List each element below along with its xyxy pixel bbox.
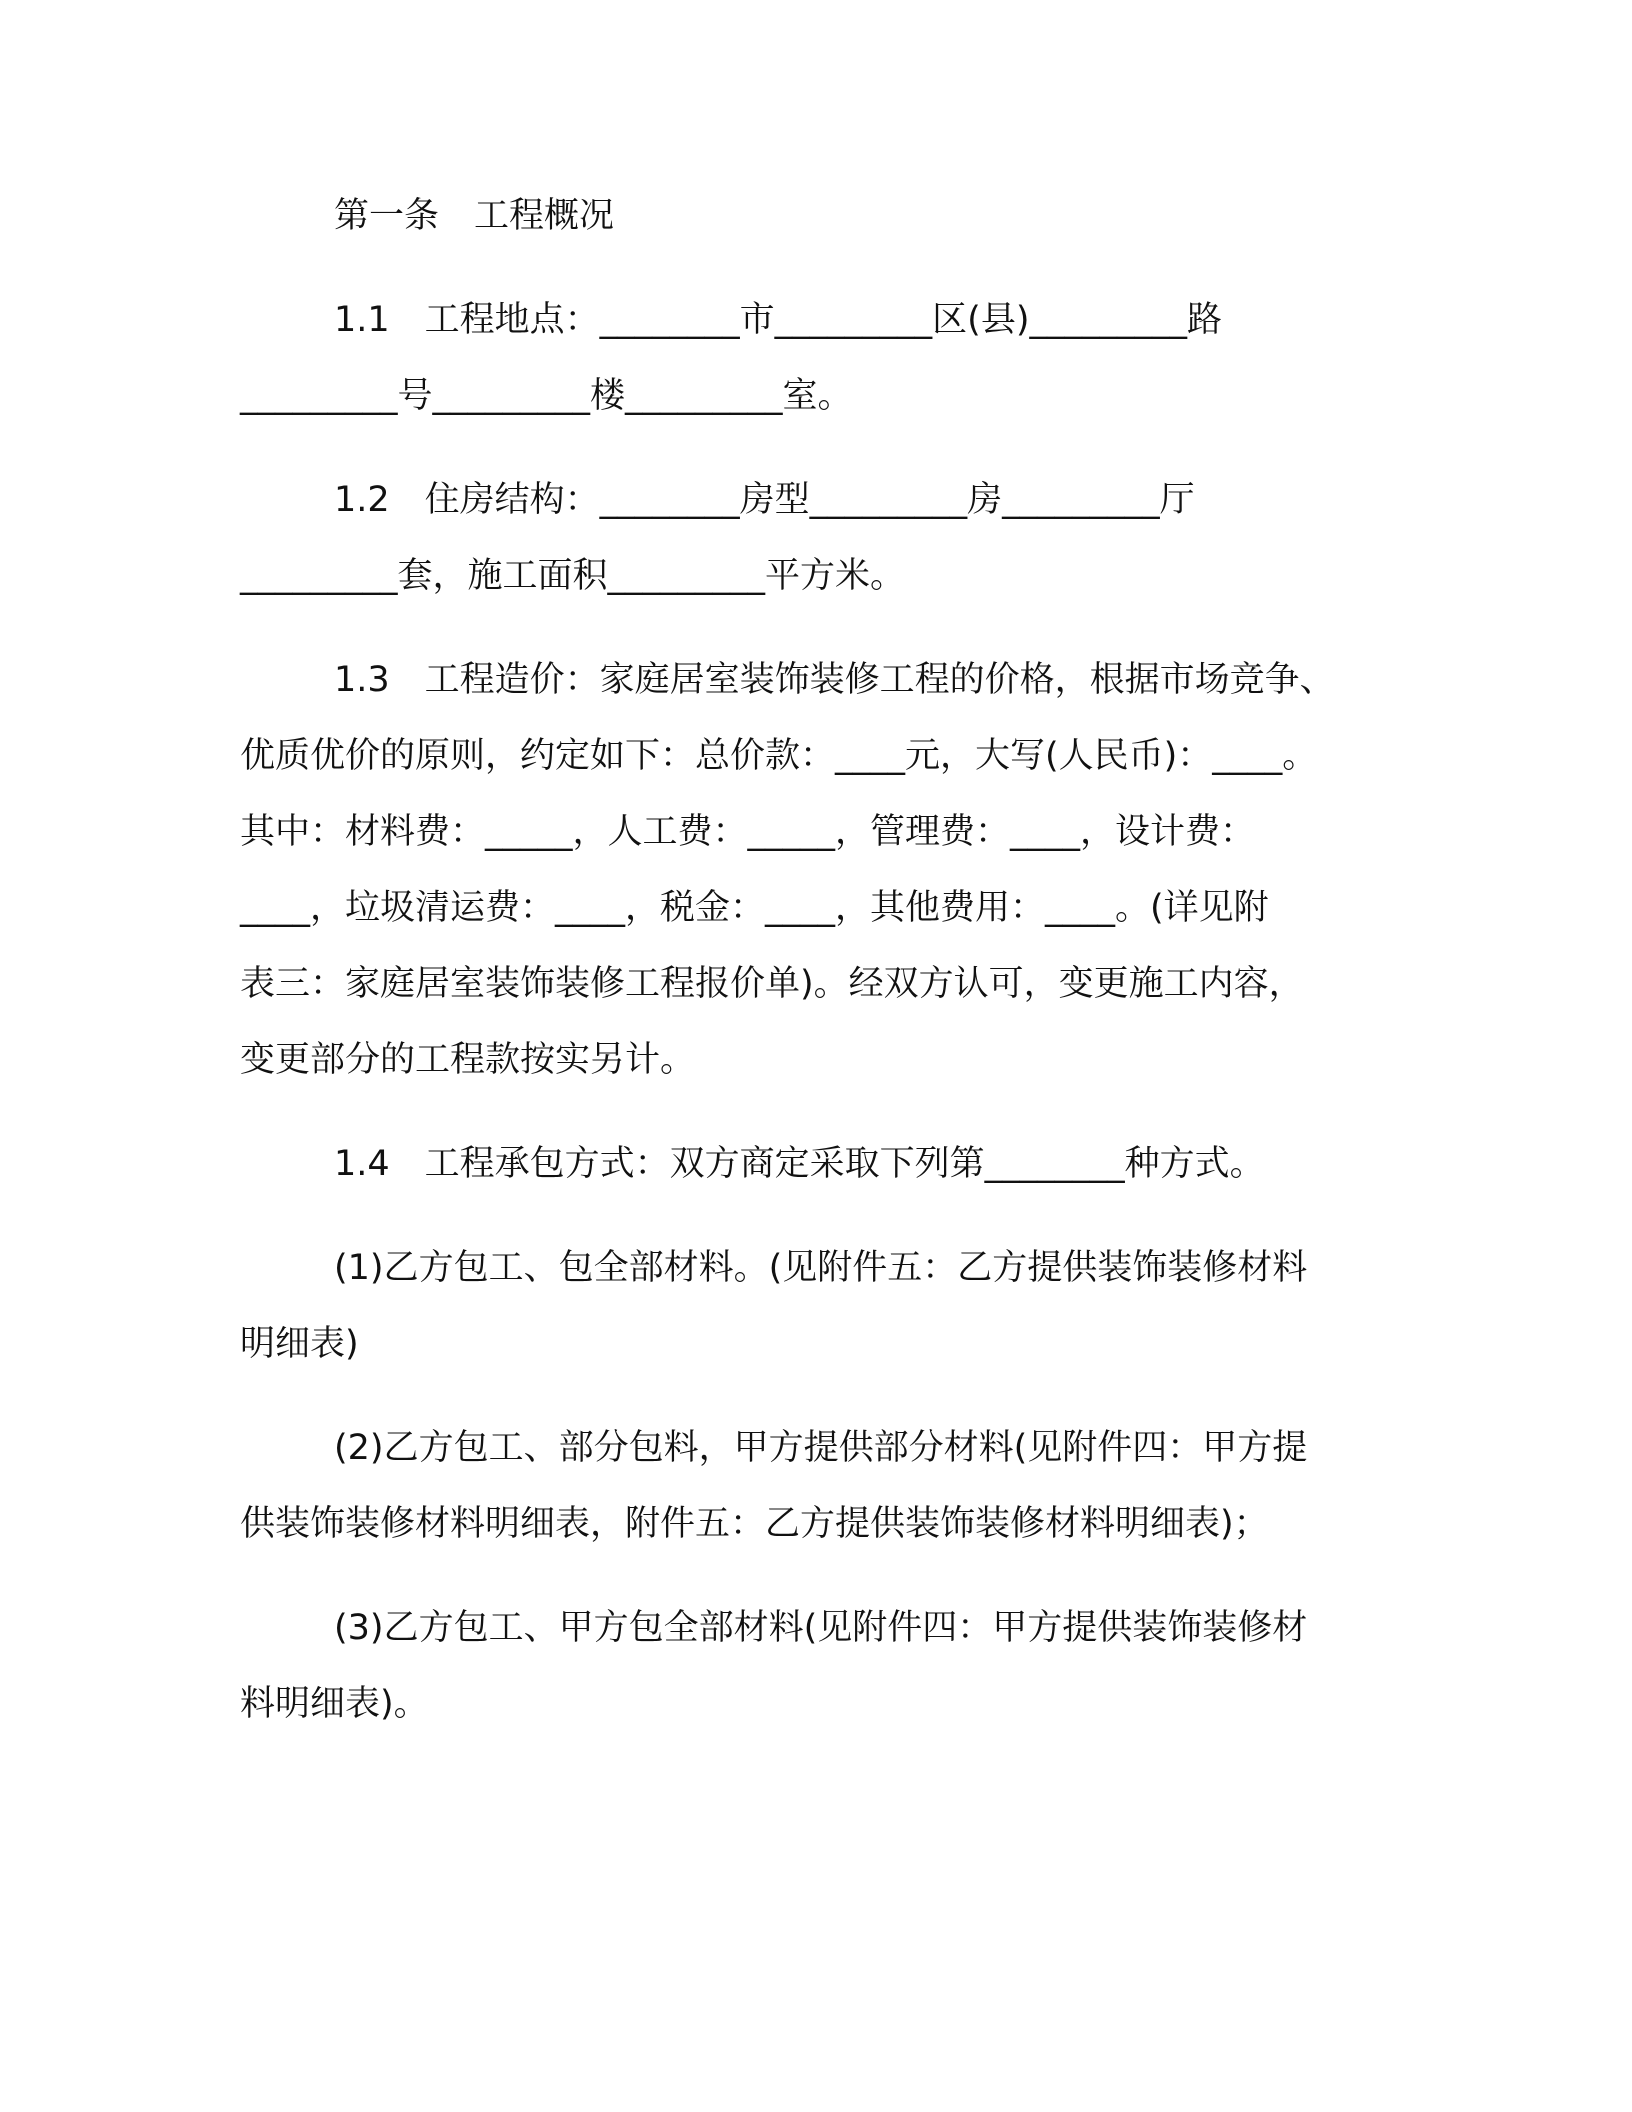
clause-1-1-line-2: _________号_________楼_________室。: [240, 376, 853, 416]
option-1-line-2: 明细表): [240, 1324, 359, 1364]
clause-1-2-line-2: _________套，施工面积_________平方米。: [240, 556, 906, 596]
clause-1-3-line-5: 表三：家庭居室装饰装修工程报价单)。经双方认可，变更施工内容，: [240, 964, 1304, 1004]
option-2-line-2: 供装饰装修材料明细表，附件五：乙方提供装饰装修材料明细表)；: [240, 1504, 1269, 1544]
option-1-line-1: (1)乙方包工、包全部材料。(见附件五：乙方提供装饰装修材料: [334, 1248, 1308, 1288]
option-3-line-1: (3)乙方包工、甲方包全部材料(见附件四：甲方提供装饰装修材: [334, 1608, 1308, 1648]
clause-1-3-line-2: 优质优价的原则，约定如下：总价款：____元，大写(人民币)：____。: [240, 736, 1318, 776]
clause-1-1-line-1: 1.1 工程地点：________市_________区(县)_________路: [334, 300, 1222, 340]
article-heading: 第一条 工程概况: [334, 196, 615, 236]
clause-1-2-line-1: 1.2 住房结构：________房型_________房_________厅: [334, 480, 1195, 520]
clause-1-4-line-1: 1.4 工程承包方式：双方商定采取下列第________种方式。: [334, 1144, 1265, 1184]
option-2-line-1: (2)乙方包工、部分包料，甲方提供部分材料(见附件四：甲方提: [334, 1428, 1308, 1468]
clause-1-3-line-3: 其中：材料费：_____，人工费：_____，管理费：____，设计费：: [240, 812, 1256, 852]
clause-1-3-line-6: 变更部分的工程款按实另计。: [240, 1040, 696, 1080]
clause-1-3-line-1: 1.3 工程造价：家庭居室装饰装修工程的价格，根据市场竞争、: [334, 660, 1335, 700]
clause-1-3-line-4: ____，垃圾清运费：____，税金：____，其他费用：____。(详见附: [240, 888, 1269, 928]
option-3-line-2: 料明细表)。: [240, 1684, 429, 1724]
